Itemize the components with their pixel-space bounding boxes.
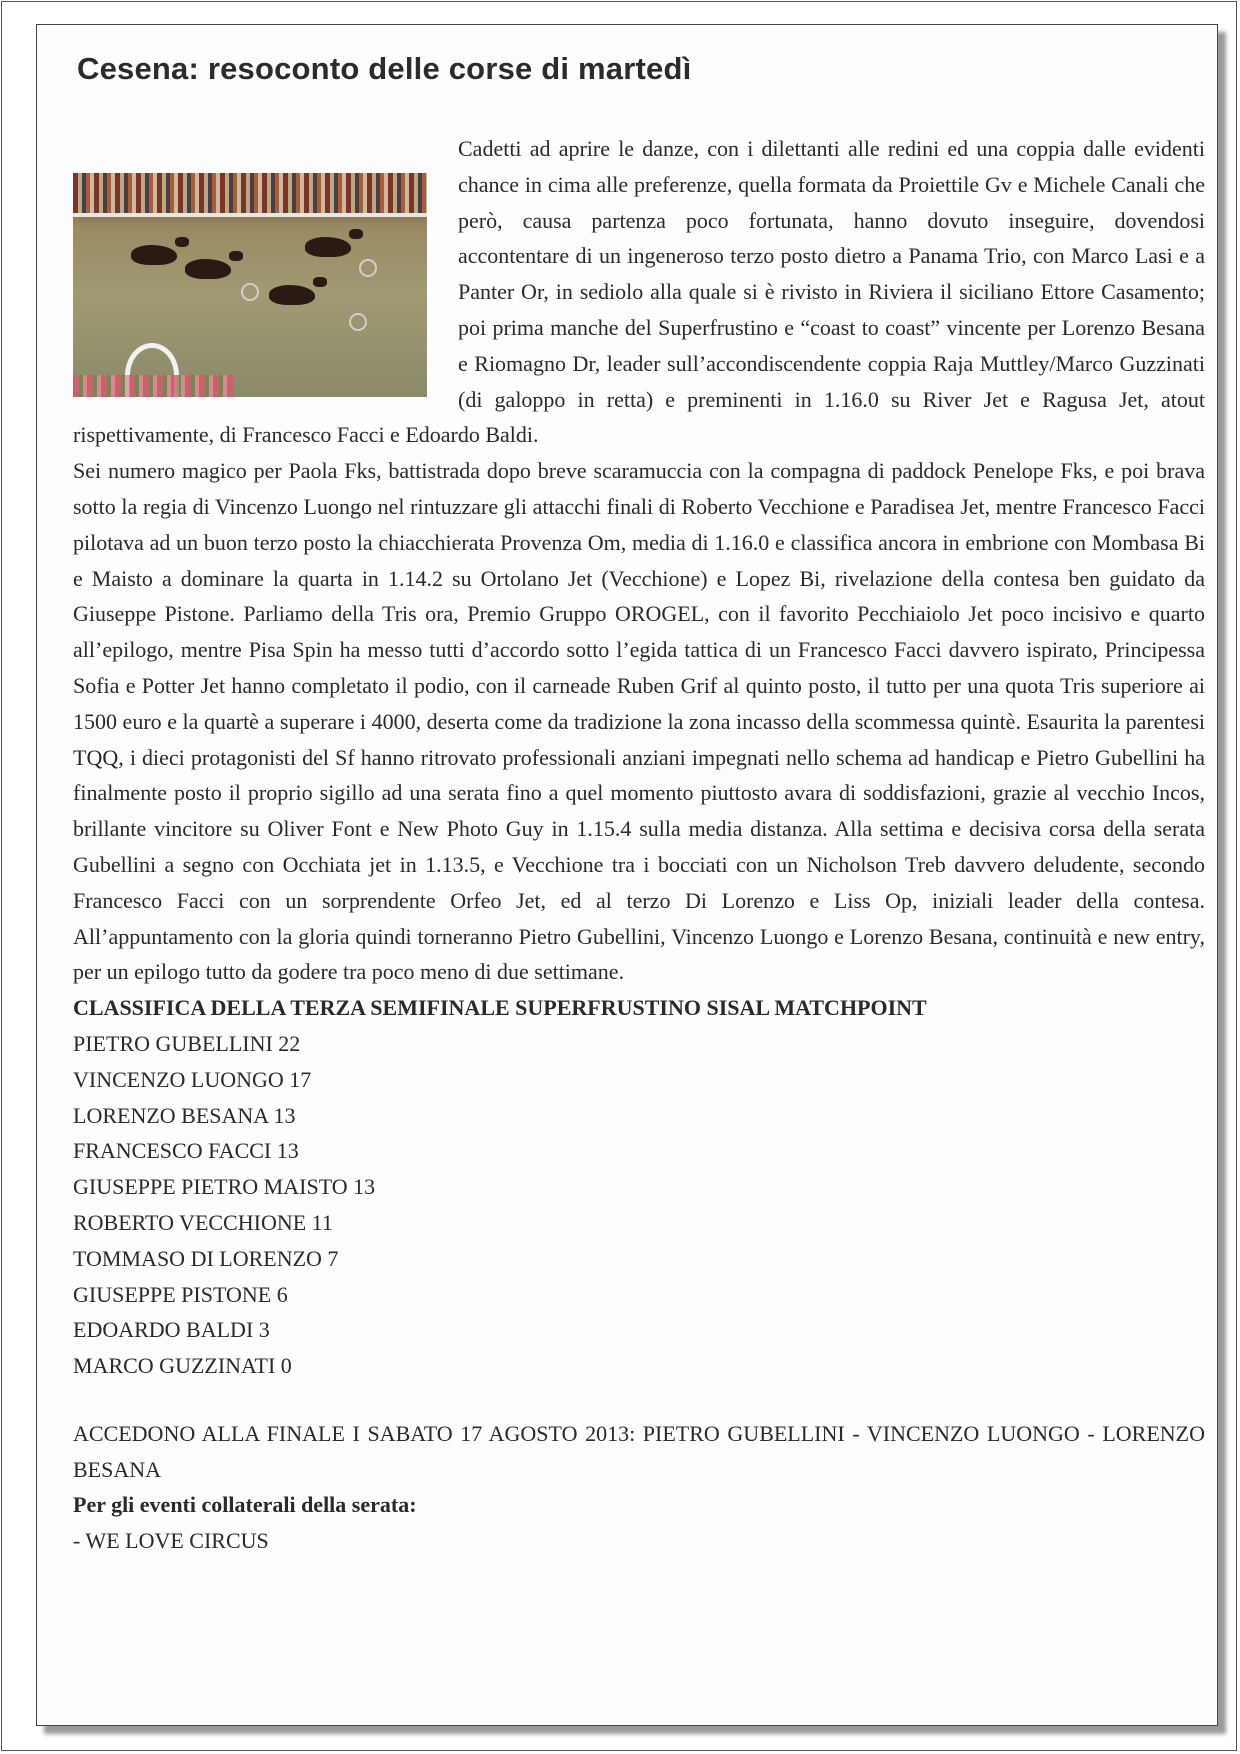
standings-item: TOMMASO DI LORENZO 7	[73, 1245, 339, 1271]
article-body	[73, 131, 1205, 1559]
standings-item: ROBERTO VECCHIONE 11	[73, 1209, 333, 1235]
standings-item: MARCO GUZZINATI 0	[73, 1353, 292, 1379]
article-title: Cesena: resoconto delle corse di martedì	[77, 51, 692, 86]
standings-item: LORENZO BESANA 13	[73, 1102, 296, 1128]
photo-crowd	[73, 173, 427, 213]
standings-item: GIUSEPPE PIETRO MAISTO 13	[73, 1174, 376, 1200]
photo-flowers	[73, 375, 233, 397]
paragraph-2: Sei numero magico per Paola Fks, battistrada dopo breve scaramuccia con la compagna di paddock Penelope Fks, e poi brava sotto la regia di Vincenzo Luongo nel rintuzzare gli attacchi finali di Roberto Vecchione e Paradisea Jet, mentre Francesco Facci pilotava ad un buon terzo posto la chiacchierata Provenza Om, media di 1.16.0 e classifica ancora in embrione con Mombasa Bi e Maisto a dominare la quarta in 1.14.2 su Ortolano Jet (Vecchione) e Lopez Bi, rivelazione della contesa ben guidato da Giuseppe Pistone. Parliamo della Tris ora, Premio Gruppo OROGEL, con il favorito Pecchiaiolo Jet poco incisivo e quarto all’epilogo, mentre Pisa Spin ha messo tutti d’accordo sotto l’egida tattica di un Francesco Facci davvero ispirato, Principessa Sofia e Potter Jet hanno completato il podio, con il carneade Ruben Grif al quinto posto, il tutto per una quota Tris superiore ai 1500 euro e la quartè a superare i 4000, deserta come da tradizione la zona incasso della scommessa quintè. Esaurita la parentesi TQQ, i dieci protagonisti del Sf hanno ritrovato professionali anziani impegnati nello schema ad handicap e Pietro Gubellini ha finalmente posto il proprio sigillo ad una serata fino a quel momento piuttosto avara di soddisfazioni, grazie al vecchio Incos, brillante vincitore su Oliver Font e New Photo Guy in 1.15.4 sulla media distanza. Alla settima e decisiva corsa della serata Gubellini a segno con Occhiata jet in 1.13.5, e Vecchione tra i bocciati con un Nicholson Treb davvero deludente, secondo Francesco Facci con un sorprendente Orfeo Jet, ed al terzo Di Lorenzo e Liss Op, iniziali leader della contesa. All’appuntamento con la gloria quindi torneranno Pietro Gubellini, Vincenzo Luongo e Lorenzo Besana, continuità e new entry, per un epilogo tutto da godere tra poco meno di due settimane.	[73, 458, 1205, 985]
events-title: Per gli eventi collaterali della serata:	[73, 1492, 417, 1518]
standings-list	[73, 1026, 1205, 1384]
race-photo	[73, 173, 427, 397]
photo-horse	[269, 285, 315, 305]
paragraph-1: Cadetti ad aprire le danze, con i dilettanti alle redini ed una coppia dalle evidenti chance in cima alle preferenze, quella formata da Proiettile Gv e Michele Canali che però, causa partenza poco fortunata, hanno dovuto inseguire, dovendosi accontentare di un ingeneroso terzo posto dietro a Panama Trio, con Marco Lasi e a Panter Or, in sediolo alla quale si è rivisto in Riviera il siciliano Ettore Casamento; poi prima manche del Superfrustino e “coast to coast” vincente per Lorenzo Besana e Riomagno Dr, leader sull’accondiscendente coppia Raja Muttley/Marco Guzzinati (di galoppo in retta) e preminenti in 1.16.0 su River Jet e Ragusa Jet, atout rispettivamente, di Francesco Facci e Edoardo Baldi.	[73, 136, 1205, 448]
standings-item: EDOARDO BALDI 3	[73, 1317, 270, 1343]
photo-sulky-wheel	[349, 313, 367, 331]
final-note: ACCEDONO ALLA FINALE I SABATO 17 AGOSTO 2013: PIETRO GUBELLINI - VINCENZO LUONGO - LORENZO BESANA	[73, 1420, 1205, 1482]
photo-rail	[73, 213, 427, 217]
standings-item: PIETRO GUBELLINI 22	[73, 1030, 301, 1056]
standings-item: GIUSEPPE PISTONE 6	[73, 1281, 288, 1307]
photo-sulky-wheel	[359, 259, 377, 277]
photo-horse	[305, 237, 351, 257]
standings-title: CLASSIFICA DELLA TERZA SEMIFINALE SUPERFRUSTINO SISAL MATCHPOINT	[73, 995, 927, 1021]
document-page	[36, 24, 1218, 1726]
photo-sulky-wheel	[241, 283, 259, 301]
events-item: - WE LOVE CIRCUS	[73, 1528, 269, 1554]
photo-horse	[131, 245, 177, 265]
standings-item: FRANCESCO FACCI 13	[73, 1138, 299, 1164]
standings-item: VINCENZO LUONGO 17	[73, 1066, 312, 1092]
photo-horse	[185, 259, 231, 279]
